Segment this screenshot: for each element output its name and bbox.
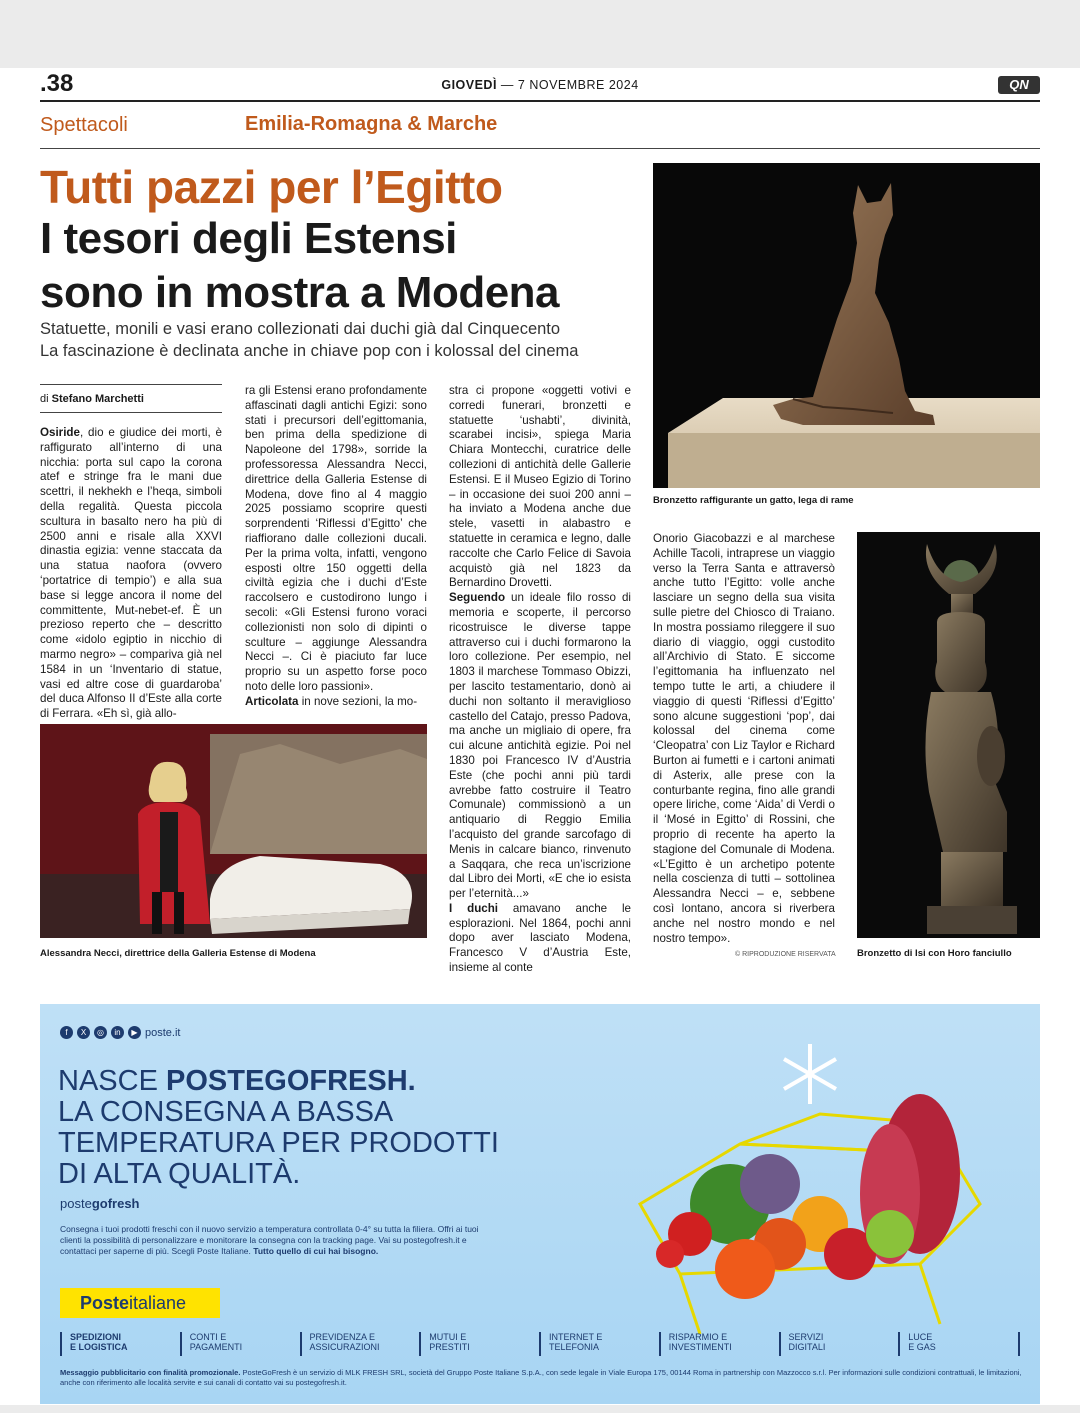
ad-site-link[interactable]: poste.it	[145, 1026, 181, 1039]
cat-bronze-image	[653, 163, 1040, 488]
column-text: ra gli Estensi erano profondamente affascinati dagli antichi Egizi: sono stati i precursori dell’egittomania, ben prima della spedizione di Napoleone del 1798», sorride la professoressa Alessandra Necci, direttrice della Galleria Estense di Modena, dove fino al 4 maggio 2025 possiamo scoprire questi sorprendenti ‘Riflessi d’Egitto’ che riaffiorano dalle collezioni ducali. Per la prima volta, infatti, vengono esposti oltre 150 oggetti della civiltà egizia che i duchi d’Este raccolsero e custodirono lungo i secoli: «Gli Estensi furono voraci collezionisti non solo di dipinti o sculture – aggiunge Alessandra Necci –. Ci è piaciuto far luce proprio su un aspetto forse poco noto delle loro passioni».	[245, 384, 427, 693]
page-number: .38	[40, 70, 74, 97]
column-text: stra ci propone «oggetti votivi e corredi funerari, bronzetti e statuette ‘ushabti’, divinità, scarabei incisi», spiega Maria Chiara Montecchi, curatrice delle collezioni di antichità delle Gallerie Estensi. E il Museo Egizio di Torino – in occasione dei suoi 200 anni – ha inviato a Modena anche due stele, vasetti in alabastro e statuette in ceramica e legno, dalle raccolte che Carlo Felice di Savoia acquistò già nel 1823 da Bernardino Drovetti.	[449, 384, 631, 590]
bottom-margin	[0, 1405, 1080, 1413]
byline-rule	[40, 412, 222, 413]
column-text: , dio e giudice dei morti, è raffigurato all’interno di una nicchia: porta sul capo la corona atef e stringe fra le mani due scettri, il nekhekh e l’heqa, simboli della regalità. Questa piccola scultura in basalto nero ha più di 2500 anni e risale alla XXVI dinastia egizia: venne staccata da una statua naofora (ovvero ‘portatrice di tempio’) e alla sua base si legge ancora il nome del committente, Mut-nebet-ef. È un prezioso reperto che – descritto come «idolo egiptio in nicchio di marmo negro» – compariva già nel 1584 in un ‘Inventario di statue, vasi ed altre cose di guardaroba’ del duca Alfonso II d’Este alla corte di Ferrara. «Eh sì, già allo-	[40, 426, 222, 721]
ad-body-tagline: Tutto quello di cui hai bisogno.	[253, 1246, 379, 1256]
ad-body: Consegna i tuoi prodotti freschi con il nuovo servizio a temperatura controllata 0-4° su tutta la filiera. Offri ai tuoi clienti la possibilità di personalizzare e monitorare la consegna con la tracking page. Vai su postegofresh.it e contattaci per saperne di più. Scegli Poste Italiane.	[60, 1224, 479, 1256]
header-rule	[40, 100, 1040, 102]
youtube-icon[interactable]: ▶	[128, 1026, 141, 1039]
x-icon[interactable]: X	[77, 1026, 90, 1039]
snowflake-icon	[784, 1044, 836, 1104]
ad-body-text	[60, 1224, 480, 1257]
instagram-icon[interactable]: ◎	[94, 1026, 107, 1039]
ad-nav-item[interactable]: RISPARMIO E INVESTIMENTI	[659, 1332, 779, 1356]
article-column-2	[245, 384, 427, 710]
section-rule	[40, 148, 1040, 149]
column-text: amavano anche le esplorazioni. Nel 1864, pochi anni dopo aver lasciato Modena, Francesco V d’Austria Este, insieme al conte	[449, 901, 631, 975]
ad-headline-brand: POSTEGOFRESH.	[165, 1065, 416, 1097]
article-column-3	[449, 384, 631, 976]
lead-word: Seguendo	[449, 591, 506, 605]
ad-legal-bold: Messaggio pubblicitario con finalità promozionale.	[60, 1368, 241, 1377]
ad-nav-item[interactable]: SPEDIZIONI E LOGISTICA	[60, 1332, 180, 1356]
newspaper-page	[0, 68, 1080, 1405]
article-kicker: Tutti pazzi per l’Egitto	[40, 161, 503, 213]
dateline-separator: —	[500, 78, 514, 92]
necci-photo	[40, 724, 427, 938]
fresh-produce-illustration	[620, 1034, 1020, 1334]
region-label: Emilia-Romagna & Marche	[245, 113, 498, 135]
ad-brand-bold: gofresh	[91, 1196, 140, 1211]
ad-headline-line: TEMPERATURA PER PRODOTTI	[58, 1127, 499, 1159]
ad-nav-item[interactable]: LUCE E GAS	[898, 1332, 1020, 1356]
section-label: Spettacoli	[40, 114, 128, 136]
logo-bold: Poste	[80, 1293, 130, 1313]
ad-nav-item[interactable]: INTERNET E TELEFONIA	[539, 1332, 659, 1356]
ad-brand-pre: poste	[60, 1196, 92, 1211]
byline-author: Stefano Marchetti	[51, 393, 144, 405]
dateline	[0, 78, 1080, 92]
subtitle-line: La fascinazione è declinata anche in chiave pop con i kolossal del cinema	[40, 342, 579, 360]
article-column-4	[653, 532, 835, 946]
cat-photo-caption: Bronzetto raffigurante un gatto, lega di rame	[653, 495, 854, 506]
linkedin-icon[interactable]: in	[111, 1026, 124, 1039]
byline	[40, 393, 144, 405]
ad-nav-item[interactable]: CONTI E PAGAMENTI	[180, 1332, 300, 1356]
article-column-1	[40, 426, 222, 722]
column-text: Onorio Giacobazzi e al marchese Achille Tacoli, intraprese un viaggio verso la Terra Santa e attraversò anche tutto l’Egitto: volle anche lasciare un segno della sua visita sulle pietre del Chiosco di Traiano. In mostra possiamo rileggere il suo diario di viaggio, oggi custodito all’Archivio di Stato. E siccome l’egittomania ha influenzato nel tempo tutte le arti, a chiudere il viaggio di questi ‘Riflessi d’Egitto’ sono alcune suggestioni ‘pop’, dai kolossal del cinema come ‘Cleopatra’ con Liz Taylor e Richard Burton ai fumetti e i cartoni animati di Asterix, alle prese con la conturbante regina, fino alle grandi opere liriche, come ‘Aida’ di Verdi o il ‘Mosé in Egitto’ di Rossini, che proprio di recente ha aperto la stagione del Comunale di Modena. «L’Egitto è un archetipo potente nella coscienza di tutti – sottolinea Alessandra Necci – e, sebbene così lontano, ancora si riverbera anche nel nostro mondo e nel nostro tempo».	[653, 532, 835, 945]
ad-nav-item[interactable]: MUTUI E PRESTITI	[419, 1332, 539, 1356]
facebook-icon[interactable]: f	[60, 1026, 73, 1039]
logo-rest: italiane	[129, 1293, 187, 1313]
dateline-day: GIOVEDÌ	[441, 78, 497, 92]
top-margin	[0, 0, 1080, 68]
article-subtitle	[40, 318, 640, 362]
isis-photo-caption: Bronzetto di Isi con Horo fanciullo	[857, 948, 1012, 959]
isis-bronze-photo	[857, 532, 1040, 938]
subtitle-line: Statuette, monili e vasi erano collezionati dai duchi già dal Cinquecento	[40, 320, 561, 338]
ad-headline-pre: NASCE	[58, 1065, 166, 1097]
ad-nav-item[interactable]: PREVIDENZA E ASSICURAZIONI	[300, 1332, 420, 1356]
isis-bronze-image	[857, 532, 1040, 938]
ad-service-nav	[60, 1332, 1020, 1356]
poste-italiane-logo	[60, 1288, 220, 1318]
lead-word: Articolata	[245, 694, 299, 708]
column-text: un ideale filo rosso di memoria e scoperte, il percorso ricostruisce le diverse tappe attraverso cui i duchi formarono la loro collezione. Per esempio, nel 1803 il marchese Tommaso Obizzi, per lascito testamentario, donò ai duchi non soltanto il meraviglioso castello del Catajo, presso Padova, ma anche un migliaio di opere, fra cui alcune antichità egizie. Poi nel 1830 poi Francesco IV d’Austria Este (che pochi anni più tardi avrebbe fatto costruire il Teatro Comunale) commissionò a un antiquario di Reggio Emilia l’acquisto del grande sarcofago di Menis in calcare bianco, rinvenuto a Saqqara, che reca un’iscrizione dal Libro dei Morti, «E che io esista per l’eternità...»	[449, 591, 631, 901]
lead-word: I duchi	[449, 901, 499, 915]
ad-headline-line: DI ALTA QUALITÀ.	[58, 1158, 301, 1190]
ad-legal-text	[60, 1368, 1030, 1388]
necci-exhibition-image	[40, 724, 427, 938]
poste-advertisement	[40, 1004, 1040, 1404]
title-line: I tesori degli Estensi	[40, 214, 457, 263]
byline-rule	[40, 384, 222, 385]
ad-legal-body: PosteGoFresh è un servizio di MLK FRESH SRL, società del Gruppo Poste Italiane S.p.A., con sede legale in Viale Europa 175, 00144 Roma in partnership con Mazzocco s.r.l. Per informazioni sulle condizioni contrattuali, le limitazioni, anche con riferimento alle località servite e sui canali di contatto vai su postegofresh.it.	[60, 1368, 1022, 1387]
cat-bronze-photo	[653, 163, 1040, 488]
ad-social-links	[60, 1026, 180, 1039]
ad-nav-item[interactable]: SERVIZI DIGITALI	[779, 1332, 899, 1356]
column-text: in nove sezioni, la mo-	[298, 694, 418, 708]
dateline-date: 7 NOVEMBRE 2024	[517, 78, 639, 92]
reserved-notice: © RIPRODUZIONE RISERVATA	[735, 951, 836, 958]
necci-photo-caption: Alessandra Necci, direttrice della Galleria Estense di Modena	[40, 948, 316, 959]
ad-headline	[58, 1066, 578, 1190]
byline-prefix: di	[40, 393, 49, 405]
article-title	[40, 212, 559, 320]
title-line: sono in mostra a Modena	[40, 268, 560, 317]
qn-logo: QN	[998, 76, 1040, 94]
ad-brand-mark	[60, 1196, 139, 1211]
lead-word: Osiride	[40, 426, 80, 439]
ad-headline-line: LA CONSEGNA A BASSA	[58, 1096, 394, 1128]
